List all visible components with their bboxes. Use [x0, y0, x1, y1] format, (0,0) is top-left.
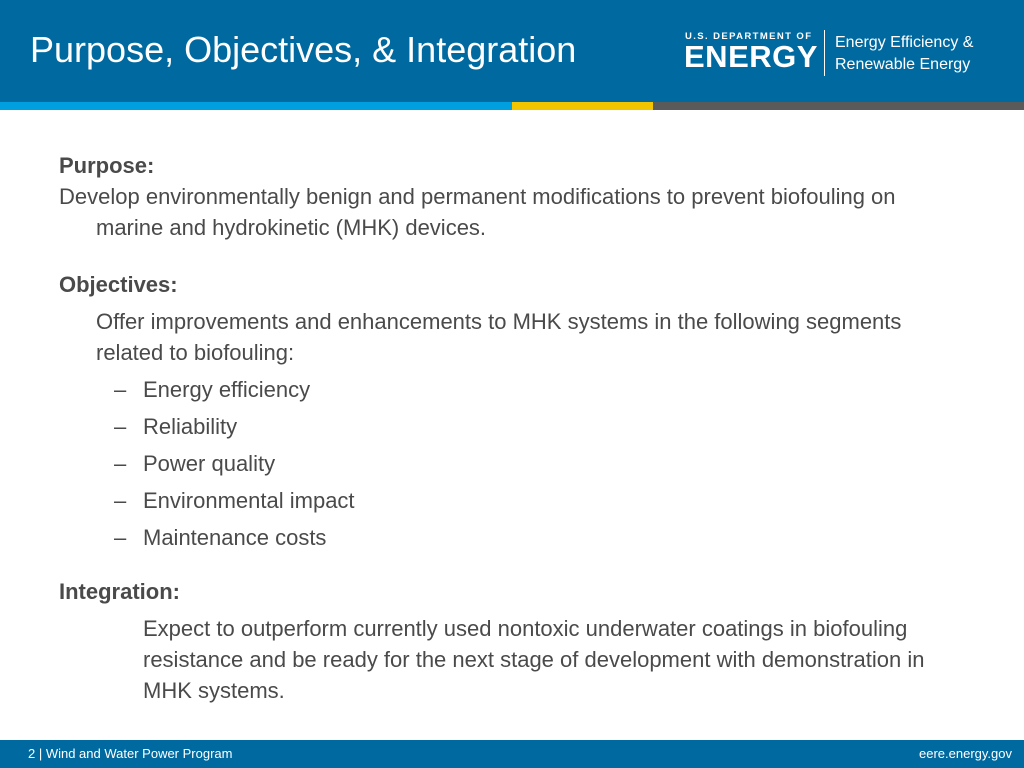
dash-bullet: –	[114, 377, 127, 402]
slide-title: Purpose, Objectives, & Integration	[30, 29, 577, 70]
list-item-text: Maintenance costs	[143, 525, 327, 550]
purpose-text: Develop environmentally benign and permanent modifications to prevent biofouling on marine and hydrokinetic (MHK) devices.	[59, 184, 896, 240]
list-item	[59, 445, 959, 482]
logo-energy-text: ENERGY	[684, 39, 818, 74]
footer-website: eere.energy.gov	[919, 746, 1012, 761]
logo-divider	[824, 30, 825, 76]
list-item-text: Power quality	[143, 451, 276, 476]
accent-stripe-gray	[653, 102, 1024, 110]
list-item	[59, 408, 959, 445]
integration-section	[59, 576, 959, 706]
objectives-section	[59, 269, 959, 556]
logo-office-name	[835, 32, 973, 76]
dash-bullet: –	[114, 525, 127, 550]
footer-page-label: 2 | Wind and Water Power Program	[28, 746, 233, 761]
list-item-text: Energy efficiency	[143, 377, 311, 402]
logo-department-text: U.S. DEPARTMENT OF	[685, 31, 813, 42]
dash-bullet: –	[114, 451, 127, 476]
objectives-list	[59, 371, 959, 556]
footer-bar	[0, 740, 1024, 768]
dash-bullet: –	[114, 414, 127, 439]
purpose-heading: Purpose:	[59, 153, 155, 178]
dash-bullet: –	[114, 488, 127, 513]
list-item-text: Environmental impact	[143, 488, 355, 513]
purpose-section	[59, 150, 959, 243]
list-item-text: Reliability	[143, 414, 238, 439]
logo-office-line1: Energy Efficiency &	[835, 34, 974, 51]
slide-content	[59, 150, 959, 706]
objectives-intro: Offer improvements and enhancements to MHK systems in the following segments related to biofouling:	[96, 309, 902, 365]
integration-heading: Integration:	[59, 579, 180, 604]
logo-office-line2: Renewable Energy	[835, 56, 971, 73]
doe-eere-logo	[684, 30, 1014, 80]
objectives-heading: Objectives:	[59, 272, 178, 297]
header-bar	[0, 0, 1024, 102]
list-item	[59, 371, 959, 408]
accent-stripe-yellow	[512, 102, 653, 110]
list-item	[59, 519, 959, 556]
list-item	[59, 482, 959, 519]
integration-text: Expect to outperform currently used nontoxic underwater coatings in biofouling resistance and be ready for the next stage of development with demonstration in MHK systems.	[143, 616, 925, 703]
accent-stripe-blue	[0, 102, 512, 110]
